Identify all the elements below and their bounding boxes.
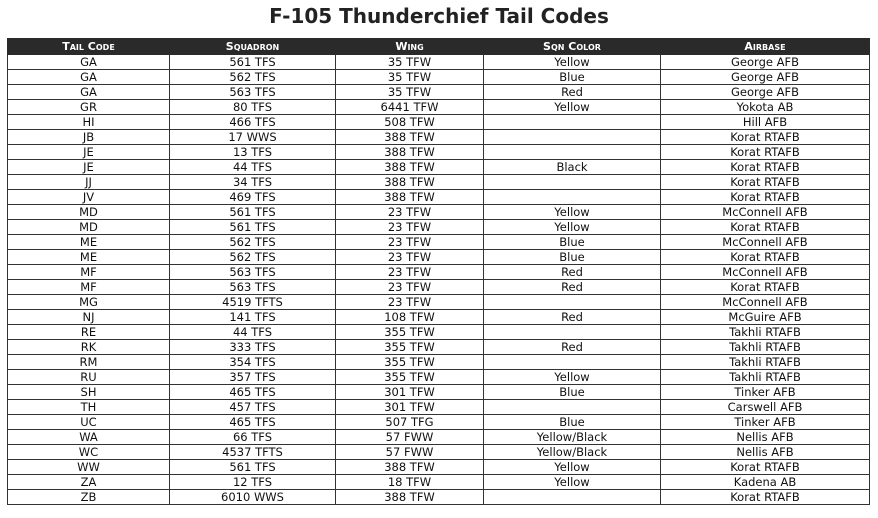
- table-row: [8, 340, 870, 355]
- wing-cell: 355 TFW: [336, 325, 484, 340]
- sqn-color-cell: [484, 190, 661, 205]
- tail-code-cell: JE: [8, 145, 170, 160]
- tail-code-cell: MF: [8, 265, 170, 280]
- squadron-cell: 66 TFS: [170, 430, 336, 445]
- tail-code-cell: UC: [8, 415, 170, 430]
- squadron-cell: 562 TFS: [170, 235, 336, 250]
- sqn-color-cell: Blue: [484, 415, 661, 430]
- squadron-cell: 4537 TFTS: [170, 445, 336, 460]
- tail-code-cell: WC: [8, 445, 170, 460]
- wing-cell: 388 TFW: [336, 190, 484, 205]
- airbase-cell: Tinker AFB: [661, 415, 870, 430]
- airbase-cell: Korat RTAFB: [661, 490, 870, 505]
- sqn-color-cell: Yellow: [484, 100, 661, 115]
- sqn-color-cell: [484, 175, 661, 190]
- wing-cell: 388 TFW: [336, 145, 484, 160]
- wing-cell: 507 TFG: [336, 415, 484, 430]
- sqn-color-cell: Red: [484, 310, 661, 325]
- table-row: [8, 175, 870, 190]
- tail-code-cell: ME: [8, 235, 170, 250]
- tail-code-cell: WA: [8, 430, 170, 445]
- table-row: [8, 115, 870, 130]
- column-header-squadron: Squadron: [170, 39, 336, 55]
- airbase-cell: Takhli RTAFB: [661, 355, 870, 370]
- sqn-color-cell: Red: [484, 280, 661, 295]
- airbase-cell: Korat RTAFB: [661, 220, 870, 235]
- tail-code-cell: RU: [8, 370, 170, 385]
- airbase-cell: Korat RTAFB: [661, 250, 870, 265]
- wing-cell: 6441 TFW: [336, 100, 484, 115]
- column-header-wing: Wing: [336, 39, 484, 55]
- wing-cell: 23 TFW: [336, 295, 484, 310]
- wing-cell: 388 TFW: [336, 490, 484, 505]
- page-title: F-105 Thunderchief Tail Codes: [269, 4, 609, 28]
- wing-cell: 57 FWW: [336, 445, 484, 460]
- table-row: [8, 295, 870, 310]
- airbase-cell: George AFB: [661, 70, 870, 85]
- table-row: [8, 430, 870, 445]
- tail-code-cell: MG: [8, 295, 170, 310]
- table-row: [8, 145, 870, 160]
- squadron-cell: 561 TFS: [170, 460, 336, 475]
- tail-codes-table: [7, 38, 870, 505]
- wing-cell: 355 TFW: [336, 355, 484, 370]
- sqn-color-cell: Yellow: [484, 460, 661, 475]
- airbase-cell: Korat RTAFB: [661, 280, 870, 295]
- table-body: [8, 55, 870, 505]
- squadron-cell: 6010 WWS: [170, 490, 336, 505]
- airbase-cell: Korat RTAFB: [661, 160, 870, 175]
- table-row: [8, 355, 870, 370]
- squadron-cell: 561 TFS: [170, 55, 336, 70]
- squadron-cell: 562 TFS: [170, 250, 336, 265]
- table-row: [8, 310, 870, 325]
- airbase-cell: McConnell AFB: [661, 295, 870, 310]
- squadron-cell: 563 TFS: [170, 265, 336, 280]
- wing-cell: 23 TFW: [336, 250, 484, 265]
- column-header-sqn-color: Sqn Color: [484, 39, 661, 55]
- airbase-cell: McConnell AFB: [661, 205, 870, 220]
- tail-code-cell: MD: [8, 220, 170, 235]
- airbase-cell: Korat RTAFB: [661, 175, 870, 190]
- sqn-color-cell: Black: [484, 160, 661, 175]
- sqn-color-cell: [484, 115, 661, 130]
- wing-cell: 388 TFW: [336, 175, 484, 190]
- airbase-cell: Yokota AB: [661, 100, 870, 115]
- squadron-cell: 561 TFS: [170, 220, 336, 235]
- sqn-color-cell: Red: [484, 340, 661, 355]
- tail-code-cell: JE: [8, 160, 170, 175]
- table-row: [8, 325, 870, 340]
- wing-cell: 23 TFW: [336, 205, 484, 220]
- squadron-cell: 469 TFS: [170, 190, 336, 205]
- sqn-color-cell: Yellow: [484, 205, 661, 220]
- airbase-cell: Korat RTAFB: [661, 130, 870, 145]
- airbase-cell: Carswell AFB: [661, 400, 870, 415]
- airbase-cell: Kadena AB: [661, 475, 870, 490]
- squadron-cell: 12 TFS: [170, 475, 336, 490]
- squadron-cell: 563 TFS: [170, 280, 336, 295]
- sqn-color-cell: Yellow/Black: [484, 445, 661, 460]
- tail-code-cell: ME: [8, 250, 170, 265]
- wing-cell: 355 TFW: [336, 340, 484, 355]
- table-row: [8, 415, 870, 430]
- squadron-cell: 4519 TFTS: [170, 295, 336, 310]
- tail-code-cell: ZA: [8, 475, 170, 490]
- wing-cell: 388 TFW: [336, 460, 484, 475]
- sqn-color-cell: Yellow: [484, 220, 661, 235]
- airbase-cell: Korat RTAFB: [661, 460, 870, 475]
- table-row: [8, 490, 870, 505]
- tail-code-cell: JB: [8, 130, 170, 145]
- wing-cell: 23 TFW: [336, 235, 484, 250]
- table-row: [8, 85, 870, 100]
- tail-code-cell: WW: [8, 460, 170, 475]
- wing-cell: 388 TFW: [336, 160, 484, 175]
- sqn-color-cell: Red: [484, 265, 661, 280]
- airbase-cell: McGuire AFB: [661, 310, 870, 325]
- table-row: [8, 400, 870, 415]
- tail-code-cell: GA: [8, 70, 170, 85]
- squadron-cell: 465 TFS: [170, 415, 336, 430]
- airbase-cell: Takhli RTAFB: [661, 325, 870, 340]
- table-row: [8, 370, 870, 385]
- wing-cell: 23 TFW: [336, 265, 484, 280]
- tail-code-cell: MF: [8, 280, 170, 295]
- wing-cell: 23 TFW: [336, 220, 484, 235]
- table-row: [8, 130, 870, 145]
- wing-cell: 508 TFW: [336, 115, 484, 130]
- table-row: [8, 55, 870, 70]
- table-row: [8, 70, 870, 85]
- airbase-cell: Korat RTAFB: [661, 145, 870, 160]
- tail-code-cell: RM: [8, 355, 170, 370]
- airbase-cell: George AFB: [661, 55, 870, 70]
- tail-code-cell: HI: [8, 115, 170, 130]
- squadron-cell: 141 TFS: [170, 310, 336, 325]
- airbase-cell: Tinker AFB: [661, 385, 870, 400]
- column-header-tail-code: Tail Code: [8, 39, 170, 55]
- airbase-cell: McConnell AFB: [661, 265, 870, 280]
- wing-cell: 35 TFW: [336, 70, 484, 85]
- airbase-cell: McConnell AFB: [661, 235, 870, 250]
- squadron-cell: 333 TFS: [170, 340, 336, 355]
- sqn-color-cell: Yellow: [484, 370, 661, 385]
- tail-code-cell: RK: [8, 340, 170, 355]
- sqn-color-cell: Yellow/Black: [484, 430, 661, 445]
- sqn-color-cell: Blue: [484, 250, 661, 265]
- squadron-cell: 354 TFS: [170, 355, 336, 370]
- table-row: [8, 220, 870, 235]
- sqn-color-cell: Yellow: [484, 55, 661, 70]
- wing-cell: 23 TFW: [336, 280, 484, 295]
- squadron-cell: 17 WWS: [170, 130, 336, 145]
- tail-code-cell: RE: [8, 325, 170, 340]
- airbase-cell: Takhli RTAFB: [661, 370, 870, 385]
- table-row: [8, 160, 870, 175]
- table-row: [8, 445, 870, 460]
- airbase-cell: Nellis AFB: [661, 445, 870, 460]
- airbase-cell: Korat RTAFB: [661, 190, 870, 205]
- sqn-color-cell: Yellow: [484, 475, 661, 490]
- squadron-cell: 466 TFS: [170, 115, 336, 130]
- tail-code-cell: GA: [8, 85, 170, 100]
- airbase-cell: Hill AFB: [661, 115, 870, 130]
- tail-code-cell: NJ: [8, 310, 170, 325]
- tail-code-cell: SH: [8, 385, 170, 400]
- table-row: [8, 475, 870, 490]
- sqn-color-cell: [484, 400, 661, 415]
- squadron-cell: 44 TFS: [170, 325, 336, 340]
- table-row: [8, 190, 870, 205]
- sqn-color-cell: [484, 295, 661, 310]
- table-row: [8, 460, 870, 475]
- airbase-cell: George AFB: [661, 85, 870, 100]
- wing-cell: 35 TFW: [336, 55, 484, 70]
- airbase-cell: Nellis AFB: [661, 430, 870, 445]
- sqn-color-cell: [484, 145, 661, 160]
- wing-cell: 301 TFW: [336, 400, 484, 415]
- table-row: [8, 385, 870, 400]
- wing-cell: 108 TFW: [336, 310, 484, 325]
- squadron-cell: 13 TFS: [170, 145, 336, 160]
- squadron-cell: 562 TFS: [170, 70, 336, 85]
- sqn-color-cell: [484, 490, 661, 505]
- tail-code-cell: GR: [8, 100, 170, 115]
- sqn-color-cell: Blue: [484, 235, 661, 250]
- wing-cell: 388 TFW: [336, 130, 484, 145]
- sqn-color-cell: Blue: [484, 70, 661, 85]
- squadron-cell: 457 TFS: [170, 400, 336, 415]
- squadron-cell: 357 TFS: [170, 370, 336, 385]
- tail-code-cell: TH: [8, 400, 170, 415]
- column-header-airbase: Airbase: [661, 39, 870, 55]
- tail-code-cell: JV: [8, 190, 170, 205]
- header-row: [8, 39, 870, 55]
- wing-cell: 301 TFW: [336, 385, 484, 400]
- wing-cell: 355 TFW: [336, 370, 484, 385]
- sqn-color-cell: [484, 355, 661, 370]
- squadron-cell: 80 TFS: [170, 100, 336, 115]
- wing-cell: 57 FWW: [336, 430, 484, 445]
- squadron-cell: 561 TFS: [170, 205, 336, 220]
- table-row: [8, 265, 870, 280]
- squadron-cell: 44 TFS: [170, 160, 336, 175]
- tail-code-cell: ZB: [8, 490, 170, 505]
- tail-code-cell: JJ: [8, 175, 170, 190]
- table-row: [8, 280, 870, 295]
- table-row: [8, 235, 870, 250]
- wing-cell: 18 TFW: [336, 475, 484, 490]
- airbase-cell: Takhli RTAFB: [661, 340, 870, 355]
- squadron-cell: 563 TFS: [170, 85, 336, 100]
- squadron-cell: 465 TFS: [170, 385, 336, 400]
- table-row: [8, 250, 870, 265]
- sqn-color-cell: [484, 130, 661, 145]
- table-row: [8, 100, 870, 115]
- sqn-color-cell: [484, 325, 661, 340]
- tail-code-cell: GA: [8, 55, 170, 70]
- squadron-cell: 34 TFS: [170, 175, 336, 190]
- sqn-color-cell: Red: [484, 85, 661, 100]
- wing-cell: 35 TFW: [336, 85, 484, 100]
- tail-code-cell: MD: [8, 205, 170, 220]
- sqn-color-cell: Blue: [484, 385, 661, 400]
- table-row: [8, 205, 870, 220]
